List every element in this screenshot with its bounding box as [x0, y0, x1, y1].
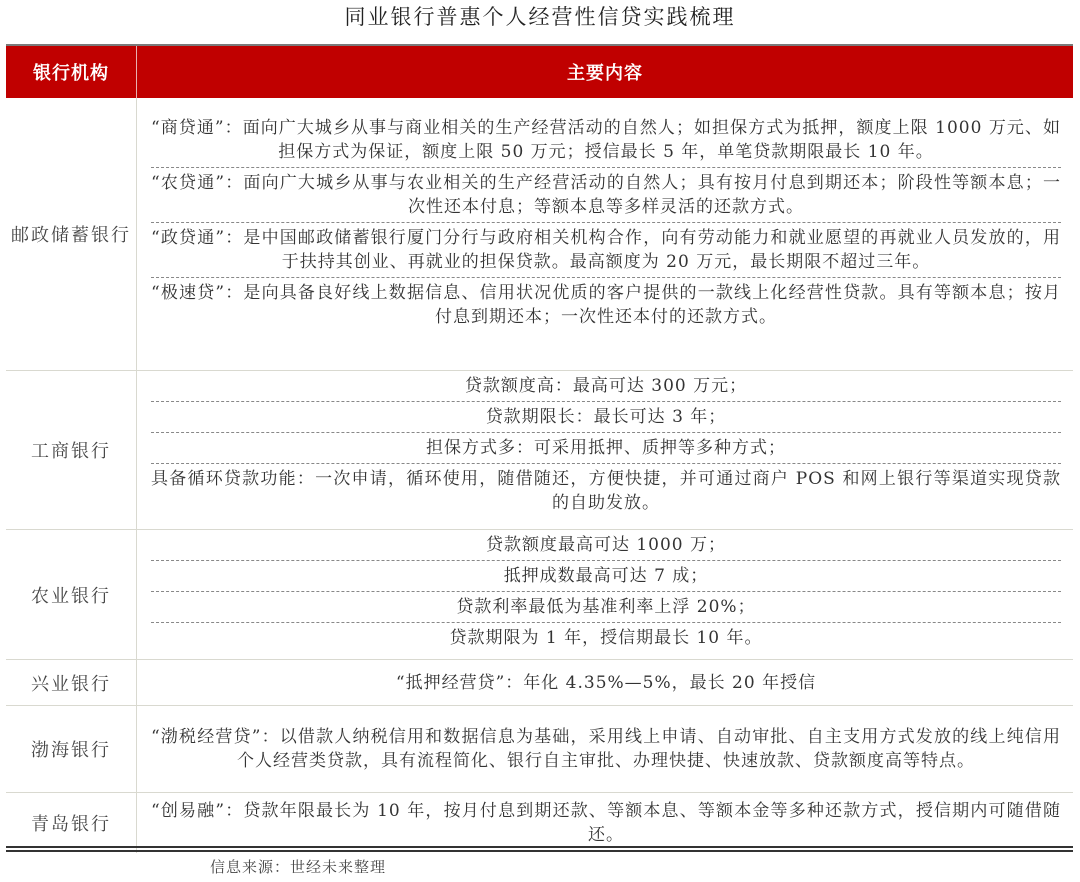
header-content: 主要内容 — [567, 63, 643, 84]
content-item: “极速贷”：是向具备良好线上数据信息、信用状况优质的客户提供的一款线上化经营性贷款。具有等额本息；按月付息到期还本；一次性还本付的还款方式。 — [151, 283, 1061, 327]
page-title: 同业银行普惠个人经营性信贷实践梳理 — [344, 5, 736, 29]
content-item: 贷款额度最高可达 1000 万； — [151, 530, 1061, 561]
content-item: “政贷通”：是中国邮政储蓄银行厦门分行与政府相关机构合作，向有劳动能力和就业愿望的再就业人员发放的，用于扶持其创业、再就业的担保贷款。最高额度为 20 万元，最长期限不超过三年。 — [151, 223, 1061, 278]
bank-name: 兴业银行 — [6, 660, 137, 705]
bank-name: 工商银行 — [6, 371, 137, 529]
content-item: “抵押经营贷”：年化 4.35%—5%，最长 20 年授信 — [395, 672, 817, 693]
bank-content — [137, 660, 1073, 705]
bank-content — [137, 706, 1073, 792]
content-item: 贷款期限长：最长可达 3 年； — [151, 402, 1061, 433]
table-row — [6, 530, 1073, 660]
bank-name: 农业银行 — [6, 530, 137, 659]
content-item: 具备循环贷款功能：一次申请，循环使用，随借随还，方便快捷，并可通过商户 POS 和网上银行等渠道实现贷款的自助发放。 — [151, 469, 1061, 513]
content-item: “创易融”：贷款年限最长为 10 年，按月付息到期还款、等额本息、等额本金等多种还款方式，授信期内可随借随还。 — [151, 801, 1061, 845]
bank-content — [137, 371, 1073, 529]
bank-name: 邮政储蓄银行 — [6, 98, 137, 370]
table-row — [6, 371, 1073, 530]
content-item: “农贷通”：面向广大城乡从事与农业相关的生产经营活动的自然人；具有按月付息到期还本；阶段性等额本息；一次性还本付息；等额本息等多样灵活的还款方式。 — [151, 168, 1061, 223]
content-item: 贷款额度高：最高可达 300 万元； — [151, 371, 1061, 402]
table-row — [6, 706, 1073, 793]
bank-content — [137, 530, 1073, 659]
table-row — [6, 660, 1073, 706]
source-note: 信息来源：世经未来整理 — [210, 858, 387, 876]
content-item: 贷款期限为 1 年，授信期最长 10 年。 — [449, 628, 763, 648]
content-item: 担保方式多：可采用抵押、质押等多种方式； — [151, 433, 1061, 464]
table-row — [6, 98, 1073, 371]
header-bank: 银行机构 — [6, 46, 137, 98]
bank-table — [6, 44, 1073, 853]
bank-name: 青岛银行 — [6, 793, 137, 853]
content-item: “渤税经营贷”：以借款人纳税信用和数据信息为基础，采用线上申请、自动审批、自主支用方式发放的线上纯信用个人经营类贷款，具有流程简化、银行自主审批、办理快捷、快速放款、贷款额度高等特点。 — [151, 727, 1061, 771]
bank-name: 渤海银行 — [6, 706, 137, 792]
content-item: “商贷通”：面向广大城乡从事与商业相关的生产经营活动的自然人；如担保方式为抵押，额度上限 1000 万元、如担保方式为保证，额度上限 50 万元；授信最长 5 年，单笔贷款期限最长 10 年。 — [151, 98, 1061, 168]
bank-content — [137, 98, 1073, 370]
content-item: 贷款利率最低为基准利率上浮 20%； — [151, 592, 1061, 623]
table-bottom-rule — [6, 846, 1073, 852]
table-row — [6, 793, 1073, 853]
content-item: 抵押成数最高可达 7 成； — [151, 561, 1061, 592]
bank-content — [137, 793, 1073, 853]
table-header — [6, 44, 1073, 98]
